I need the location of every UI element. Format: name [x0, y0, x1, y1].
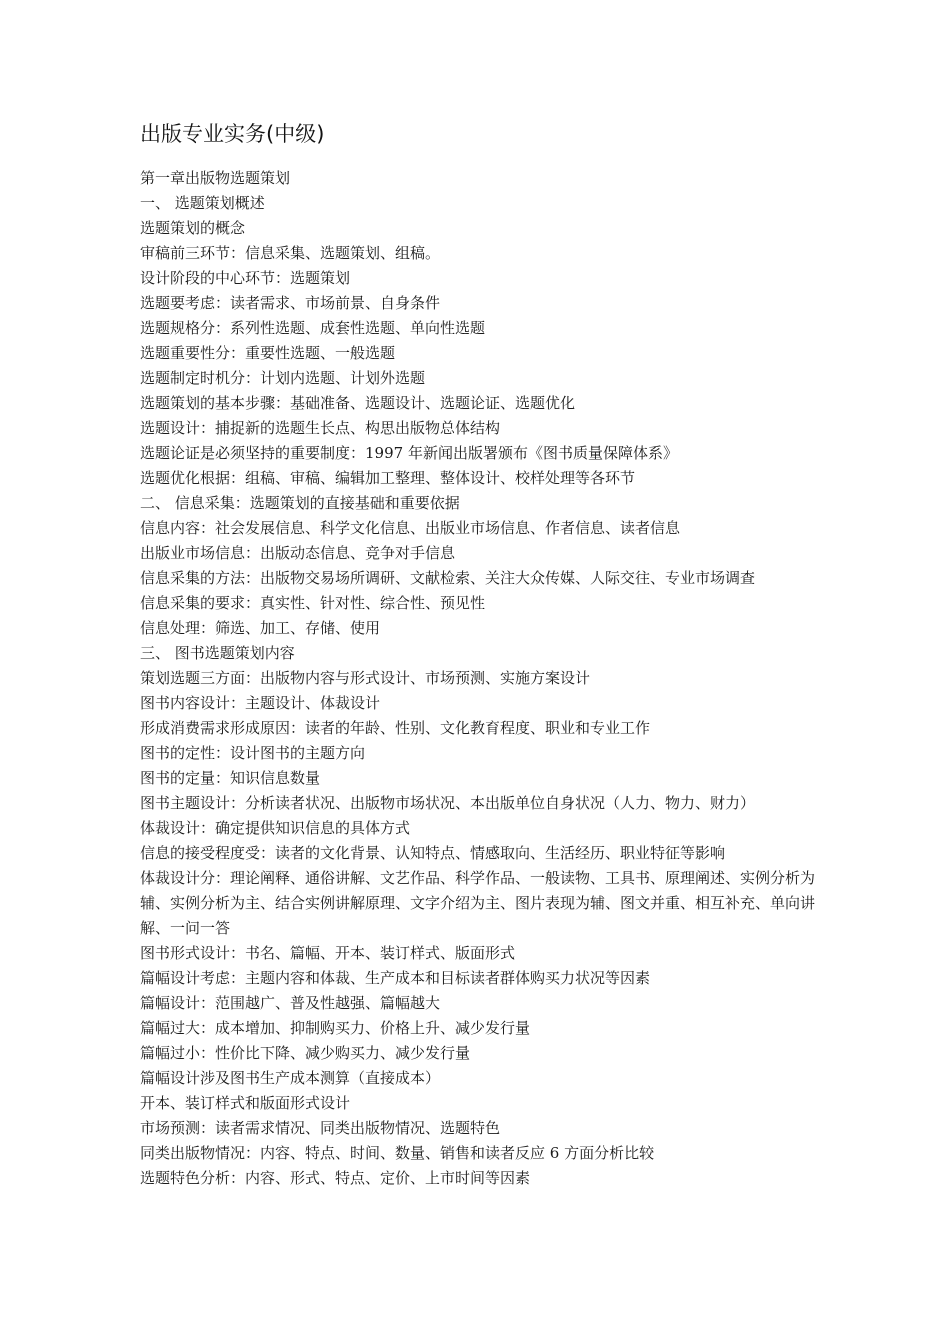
text-line: 体裁设计分：理论阐释、通俗讲解、文艺作品、科学作品、一般读物、工具书、原理阐述、实例分析为辅、实例分析为主、结合实例讲解原理、文字介绍为主、图片表现为辅、图文并重、相互补充、单向讲解、一问一答 — [140, 869, 816, 937]
text-line: 选题特色分析：内容、形式、特点、定价、上市时间等因素 — [140, 1169, 531, 1187]
text-line: 信息处理：筛选、加工、存储、使用 — [140, 619, 381, 637]
text-line: 设计阶段的中心环节：选题策划 — [140, 269, 351, 287]
text-line: 信息采集的方法：出版物交易场所调研、文献检索、关注大众传媒、人际交往、专业市场调查 — [140, 569, 756, 587]
text-line: 图书内容设计：主题设计、体裁设计 — [140, 694, 381, 712]
text-line: 信息的接受程度受：读者的文化背景、认知特点、情感取向、生活经历、职业特征等影响 — [140, 844, 726, 862]
text-line: 选题优化根据：组稿、审稿、编辑加工整理、整体设计、校样处理等各环节 — [140, 469, 636, 487]
text-line: 选题论证是必须坚持的重要制度：1997 年新闻出版署颁布《图书质量保障体系》 — [140, 444, 678, 462]
text-line: 选题制定时机分：计划内选题、计划外选题 — [140, 369, 426, 387]
text-line: 图书的定性：设计图书的主题方向 — [140, 744, 366, 762]
text-line: 篇幅设计涉及图书生产成本测算（直接成本） — [140, 1069, 441, 1087]
text-line: 开本、装订样式和版面形式设计 — [140, 1094, 351, 1112]
text-line: 篇幅设计：范围越广、普及性越强、篇幅越大 — [140, 994, 441, 1012]
text-line: 策划选题三方面：出版物内容与形式设计、市场预测、实施方案设计 — [140, 669, 591, 687]
text-line: 信息内容：社会发展信息、科学文化信息、出版业市场信息、作者信息、读者信息 — [140, 519, 681, 537]
text-line: 选题策划的基本步骤：基础准备、选题设计、选题论证、选题优化 — [140, 394, 576, 412]
document-body — [140, 166, 820, 1191]
text-line: 出版业市场信息：出版动态信息、竞争对手信息 — [140, 544, 456, 562]
text-line: 市场预测：读者需求情况、同类出版物情况、选题特色 — [140, 1119, 501, 1137]
section-heading: 一、 选题策划概述 — [140, 194, 265, 212]
text-line: 选题设计：捕捉新的选题生长点、构思出版物总体结构 — [140, 419, 501, 437]
text-line: 选题规格分：系列性选题、成套性选题、单向性选题 — [140, 319, 486, 337]
section-heading: 二、 信息采集：选题策划的直接基础和重要依据 — [140, 494, 460, 512]
document-title: 出版专业实务(中级) — [140, 122, 325, 146]
text-line: 第一章出版物选题策划 — [140, 169, 291, 187]
text-line: 图书的定量：知识信息数量 — [140, 769, 321, 787]
text-line: 选题策划的概念 — [140, 219, 246, 237]
text-line: 图书形式设计：书名、篇幅、开本、装订样式、版面形式 — [140, 944, 516, 962]
text-line: 篇幅设计考虑：主题内容和体裁、生产成本和目标读者群体购买力状况等因素 — [140, 969, 651, 987]
text-line: 图书主题设计：分析读者状况、出版物市场状况、本出版单位自身状况（人力、物力、财力） — [140, 794, 756, 812]
text-line: 选题重要性分：重要性选题、一般选题 — [140, 344, 396, 362]
text-line: 体裁设计：确定提供知识信息的具体方式 — [140, 819, 411, 837]
text-line: 形成消费需求形成原因：读者的年龄、性别、文化教育程度、职业和专业工作 — [140, 719, 651, 737]
text-line: 选题要考虑：读者需求、市场前景、自身条件 — [140, 294, 441, 312]
section-heading: 三、 图书选题策划内容 — [140, 644, 295, 662]
text-line: 同类出版物情况：内容、特点、时间、数量、销售和读者反应 6 方面分析比较 — [140, 1144, 655, 1162]
text-line: 信息采集的要求：真实性、针对性、综合性、预见性 — [140, 594, 486, 612]
text-line: 篇幅过小：性价比下降、减少购买力、减少发行量 — [140, 1044, 471, 1062]
text-line: 审稿前三环节：信息采集、选题策划、组稿。 — [140, 244, 441, 262]
text-line: 篇幅过大：成本增加、抑制购买力、价格上升、减少发行量 — [140, 1019, 531, 1037]
